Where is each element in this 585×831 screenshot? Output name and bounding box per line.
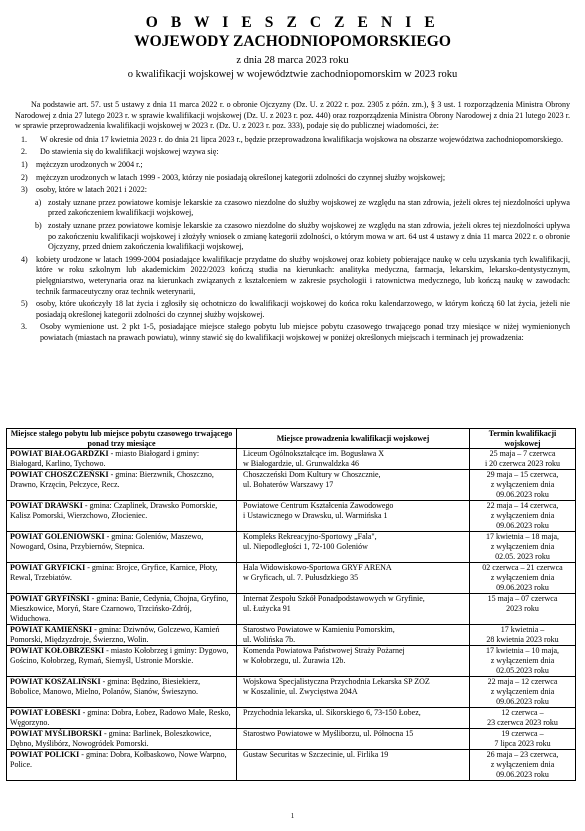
table-row (7, 625, 576, 646)
powiat-communes: - gmina: Goleniów, Maszewo, Nowogard, Osina, Przybiernów, Stepnica. (10, 532, 204, 552)
table-row (7, 708, 576, 729)
sub-sub-list-item-number: b) (35, 220, 42, 230)
document-subject: o kwalifikacji wojskowej w województwie zachodniopomorskim w 2023 roku (127, 69, 458, 80)
list-item-number: 3. (21, 322, 28, 332)
table-row (7, 594, 576, 625)
table-row (7, 449, 576, 470)
sub-sub-list-item (15, 198, 570, 219)
subitems-list (15, 160, 570, 196)
table-row (7, 646, 576, 677)
qualification-term-cell: 02 czerwca – 21 czerwca z wyłączeniem dnia 09.06.2023 roku (470, 563, 576, 594)
qualification-schedule-table (6, 428, 576, 781)
sub-list-item-text: mężczyzn urodzonych w latach 1999 - 2003, którzy nie posiadają określonej kategorii zdolności do czynnej służby wojskowej; (36, 172, 446, 182)
powiat-name: POWIAT KAMIEŃSKI (10, 625, 93, 635)
powiat-name: POWIAT ŁOBESKI (10, 708, 81, 718)
residence-cell (7, 646, 237, 677)
table-row (7, 501, 576, 532)
powiat-name: POWIAT GRYFIŃSKI (10, 594, 90, 604)
sub-list-item-number: 4) (21, 254, 28, 264)
powiat-name: POWIAT DRAWSKI (10, 501, 83, 511)
qualification-term-cell: 12 czerwca – 23 czerwca 2023 roku (470, 708, 576, 729)
qualification-place-cell: Wojskowa Specjalistyczna Przychodnia Lekarska SP ZOZ w Koszalinie, ul. Zwycięstwa 204A (237, 677, 470, 708)
powiat-name: POWIAT BIAŁOGARDZKI (10, 449, 109, 459)
table-row (7, 729, 576, 750)
powiat-communes: - gmina: Brojce, Gryfice, Karnice, Płoty, Rewal, Trzebiatów. (10, 563, 218, 583)
qualification-place-cell: Choszczeński Dom Kultury w Choszcznie, ul. Bohaterów Warszawy 17 (237, 470, 470, 501)
residence-cell (7, 729, 237, 750)
table-row (7, 532, 576, 563)
items-list-continued (15, 322, 570, 343)
subitems-list-continued (15, 255, 570, 321)
qualification-term-cell: 29 maja – 15 czerwca, z wyłączeniem dnia 09.06.2023 roku (470, 470, 576, 501)
powiat-communes: - gmina: Barlinek, Boleszkowice, Dębno, Myślibórz, Nowogródek Pomorski. (10, 729, 212, 749)
residence-cell (7, 677, 237, 708)
qualification-place-cell: Internat Zespołu Szkół Ponadpodstawowych w Gryfinie, ul. Łużycka 91 (237, 594, 470, 625)
powiat-name: POWIAT GRYFICKI (10, 563, 86, 573)
document-body (15, 100, 570, 345)
qualification-place-cell: Powiatowe Centrum Kształcenia Zawodowego i Ustawicznego w Drawsku, ul. Warmińska 1 (237, 501, 470, 532)
sub-list-item (15, 160, 570, 171)
sub-list-item (15, 185, 570, 196)
sub-sub-list-item-number: a) (35, 197, 42, 207)
powiat-communes: - gmina: Dziwnów, Golczewo, Kamień Pomorski, Międzyzdroje, Świerzno, Wolin. (10, 625, 220, 645)
powiat-name: POWIAT POLICKI (10, 750, 80, 760)
powiat-name: POWIAT KOSZALIŃSKI (10, 677, 101, 687)
sub-list-item-number: 3) (21, 185, 28, 195)
powiat-communes: - gmina: Banie, Cedynia, Chojna, Gryfino, Mieszkowice, Moryń, Stare Czarnowo, Trzcińsko-Zdrój, Widuchowa. (10, 594, 229, 624)
residence-cell (7, 563, 237, 594)
column-header: Termin kwalifikacji wojskowej (470, 429, 576, 449)
residence-cell (7, 625, 237, 646)
sub-list-item-text: mężczyzn urodzonych w 2004 r.; (36, 159, 143, 169)
qualification-term-cell: 22 maja – 14 czerwca, z wyłączeniem dnia 09.06.2023 roku (470, 501, 576, 532)
powiat-name: POWIAT GOLENIOWSKI (10, 532, 105, 542)
list-item-text: W okresie od dnia 17 kwietnia 2023 r. do dnia 21 lipca 2023 r., będzie przeprowadzona kwalifikacja wojskowa na obszarze województwa zachodniopomorskiego. (40, 134, 563, 144)
sub-list-item-text: kobiety urodzone w latach 1999-2004 posiadające kwalifikacje przydatne do służby wojskowej oraz kobiety pobierające naukę w celu uzyskania tych kwalifikacji, które w roku szkolnym lub akademickim 2022/2023 kończą studia na kierunkach: analityka medyczna, farmacja, lekarskim, lekarsko-dentystycznym, pielęgniarstwo, weterynaria oraz na kierunkach związanych z kształceniem w zakresie psychologii i ratownictwa medycznego, lub kończą naukę w zawodach: technik farmaceutyczny oraz technik weterynarii, (36, 254, 570, 296)
residence-cell (7, 501, 237, 532)
qualification-term-cell: 26 maja – 23 czerwca, z wyłączeniem dnia 09.06.2023 roku (470, 750, 576, 781)
powiat-name: POWIAT KOŁOBRZESKI (10, 646, 105, 656)
powiat-communes: - gmina: Dobra, Kołbaskowo, Nowe Warpno, Police. (10, 750, 227, 770)
qualification-term-cell: 17 kwietnia – 18 maja, z wyłączeniem dnia 02.05. 2023 roku (470, 532, 576, 563)
table-body (7, 449, 576, 781)
sub-list-item (15, 299, 570, 320)
page-number: 1 (290, 812, 295, 820)
qualification-place-cell: Starostwo Powiatowe w Kamieniu Pomorskim, ul. Wolińska 7b. (237, 625, 470, 646)
sub-list-item-number: 5) (21, 299, 28, 309)
sub-list-item (15, 255, 570, 297)
residence-cell (7, 750, 237, 781)
qualification-place-cell: Hala Widowiskowo-Sportowa GRYF ARENA w Gryficach, ul. 7. Pułusdzkiego 35 (237, 563, 470, 594)
table-row (7, 677, 576, 708)
qualification-place-cell: Kompleks Rekreacyjno-Sportowy „Fala", ul. Niepodległości 1, 72-100 Goleniów (237, 532, 470, 563)
qualification-term-cell: 25 maja – 7 czerwca i 20 czerwca 2023 roku (470, 449, 576, 470)
subsubitems-list (15, 198, 570, 253)
qualification-place-cell: Komenda Powiatowa Państwowej Straży Pożarnej w Kołobrzegu, ul. Żurawia 12b. (237, 646, 470, 677)
list-item-number: 2. (21, 147, 28, 157)
sub-list-item-text: osoby, które ukończyły 18 lat życia i zgłosiły się ochotniczo do kwalifikacji wojskowej do końca roku kalendarzowego, w którym kończą 60 lat życia, jeżeli nie posiadają określonej kategorii zdolności do czynnej służby wojskowej. (36, 299, 570, 319)
qualification-place-cell: Gustaw Securitas w Szczecinie, ul. Firlika 19 (237, 750, 470, 781)
items-list (15, 135, 570, 158)
table-header-row (7, 429, 576, 449)
list-item (15, 322, 570, 343)
qualification-term-cell: 17 kwietnia – 28 kwietnia 2023 roku (470, 625, 576, 646)
powiat-communes: - gmina: Czaplinek, Drawsko Pomorskie, Kalisz Pomorski, Wierzchowo, Złocieniec. (10, 501, 218, 521)
qualification-term-cell: 17 kwietnia – 10 maja, z wyłączeniem dnia 02.05.2023 roku (470, 646, 576, 677)
issuer-title: WOJEWODY ZACHODNIOPOMORSKIEGO (134, 33, 451, 50)
document-title: O B W I E S Z C Z E N I E (145, 14, 440, 31)
qualification-place-cell: Liceum Ogólnokształcące im. Bogusława X w Białogardzie, ul. Grunwaldzka 46 (237, 449, 470, 470)
powiat-name: POWIAT CHOSZCZEŃSKI (10, 470, 109, 480)
qualification-place-cell: Przychodnia lekarska, ul. Sikorskiego 6, 73-150 Łobez, (237, 708, 470, 729)
sub-sub-list-item (15, 221, 570, 253)
powiat-name: POWIAT MYŚLIBORSKI (10, 729, 102, 739)
residence-cell (7, 470, 237, 501)
sub-sub-list-item-text: zostały uznane przez powiatowe komisje lekarskie za czasowo niezdolne do służby wojskowej ze względu na stan zdrowia, jeżeli okres tej niezdolności upływa po zakończeniu kwalifikacji wojskowej i złożyły wniosek o zmianę kategorii zdolności, o którym mowa w art. 64 ust 4 ustawy z dnia 11 marca 2022 r. o obronie Ojczyzny, przed dniem zakończenia kwalifikacji wojskowej, (48, 220, 570, 252)
table-row (7, 470, 576, 501)
residence-cell (7, 594, 237, 625)
qualification-term-cell: 15 maja – 07 czerwca 2023 roku (470, 594, 576, 625)
residence-cell (7, 708, 237, 729)
powiat-communes: - gmina: Będzino, Biesiekierz, Bobolice, Manowo, Mielno, Polanów, Sianów, Świeszyno. (10, 677, 201, 697)
list-item-text: Osoby wymienione ust. 2 pkt 1-5, posiadające miejsce stałego pobytu lub miejsce pobytu czasowego trwającego ponad trzy miesiące w niżej wymienionych powiatach (miastach na prawach powiatu), winny stawić się do kwalifikacji wojskowej w poniżej określonych miejscach i terminach jej prowadzenia: (40, 322, 570, 342)
sub-sub-list-item-text: zostały uznane przez powiatowe komisje lekarskie za czasowo niezdolne do służby wojskowej ze względu na stan zdrowia, jeżeli okres tej niezdolności upływa przed zakończeniem kwalifikacji wojskowej, (48, 197, 570, 218)
qualification-term-cell: 22 maja – 12 czerwca z wyłączeniem dnia 09.06.2023 roku (470, 677, 576, 708)
column-header: Miejsce prowadzenia kwalifikacji wojskowej (237, 429, 470, 449)
residence-cell (7, 532, 237, 563)
list-item (15, 135, 570, 146)
sub-list-item (15, 173, 570, 184)
sub-list-item-number: 1) (21, 159, 28, 169)
powiat-communes: - miasto Białogard i gminy: Białogard, Karlino, Tychowo. (10, 449, 200, 469)
table-row (7, 563, 576, 594)
residence-cell (7, 449, 237, 470)
sub-list-item-number: 2) (21, 172, 28, 182)
qualification-place-cell: Starostwo Powiatowe w Myśliborzu, ul. Północna 15 (237, 729, 470, 750)
sub-list-item-text: osoby, które w latach 2021 i 2022: (36, 185, 147, 195)
list-item (15, 147, 570, 158)
powiat-communes: - gmina: Bierzwnik, Choszczno, Drawno, Krzęcin, Pełczyce, Recz. (10, 470, 214, 490)
document-date: z dnia 28 marca 2023 roku (236, 55, 349, 66)
list-item-number: 1. (21, 134, 28, 144)
powiat-communes: - gmina: Dobra, Łobez, Radowo Małe, Resko, Węgorzyno. (10, 708, 231, 728)
list-item-text: Do stawienia się do kwalifikacji wojskowej wzywa się: (40, 147, 219, 157)
qualification-term-cell: 19 czerwca – 7 lipca 2023 roku (470, 729, 576, 750)
column-header: Miejsce stałego pobytu lub miejsce pobytu czasowego trwającego ponad trzy miesiące (7, 429, 237, 449)
powiat-communes: - miasto Kołobrzeg i gminy: Dygowo, Gościno, Kołobrzeg, Rymań, Siemyśl, Ustronie Morskie. (10, 646, 229, 666)
intro-paragraph: Na podstawie art. 57. ust 5 ustawy z dnia 11 marca 2022 r. o obronie Ojczyzny (Dz. U. z 2022 r. poz. 2305 z późn. zm.), § 3 ust. 1 rozporządzenia Ministra Obrony Narodowej z dnia 27 lutego 2023 r. w sprawie kwalifikacji wojskowej (Dz. U. z 2023 r. poz. 440) oraz rozporządzenia Ministra Obrony Narodowej z dnia 21 lutego 2023 r. w sprawie przeprowadzenia kwalifikacji wojskowej w 2023 r. (Dz. U. z 2023 r. poz. 333), podaje się do publicznej wiadomości, że: (15, 100, 570, 131)
table-row (7, 750, 576, 781)
